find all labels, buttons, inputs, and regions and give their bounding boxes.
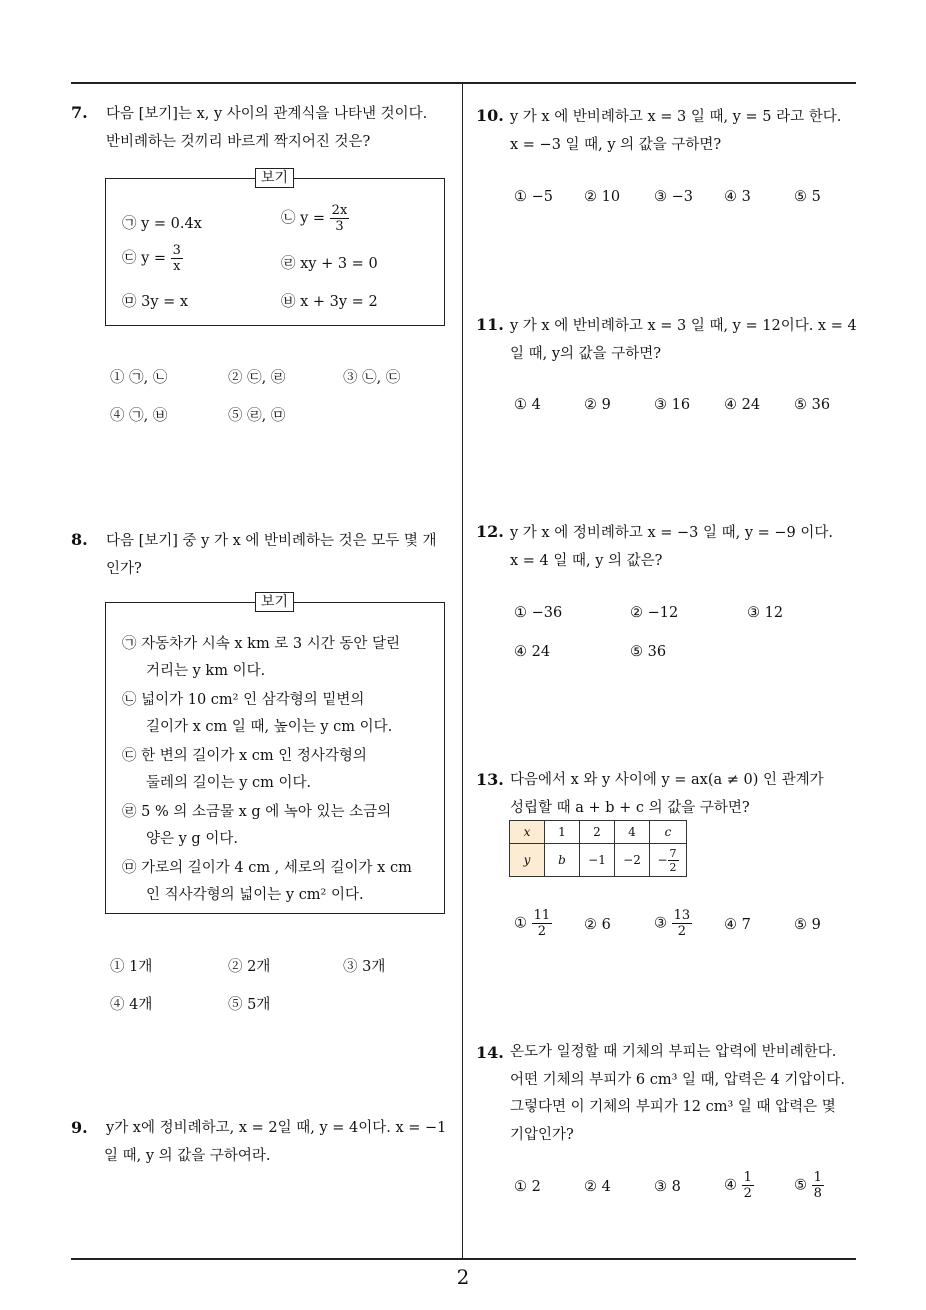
answer-choice[interactable]: ③ $\frac{13}{2}$ <box>654 908 691 939</box>
fraction: $\frac{13}{2}$ <box>673 908 691 939</box>
table-cell-fraction: − $\frac{7}{2}$ <box>650 844 687 877</box>
answer-choice[interactable]: ③ 3개 <box>343 959 386 975</box>
column-divider <box>462 82 463 1258</box>
box-item: ㉢ 한 변의 길이가 x cm 인 정사각형의 둘레의 길이는 y cm 이다. <box>122 748 367 791</box>
box-title: 보기 <box>255 592 294 612</box>
box-item: ㉠ y = 0.4x <box>122 216 202 232</box>
question-text: y가 x에 정비례하고, x = 2일 때, y = 4이다. x = −1 일 때, y 의 값을 구하여라. <box>104 1120 447 1164</box>
answer-choice[interactable]: ① −36 <box>514 605 563 621</box>
answer-choice[interactable]: ③ ㉡, ㉢ <box>343 370 401 386</box>
answer-choice[interactable]: ② 10 <box>584 189 621 205</box>
question-number: 10. <box>476 106 504 125</box>
fraction: $\frac{2x}{3}$ <box>331 203 348 234</box>
answer-choice[interactable]: ② 2개 <box>228 959 271 975</box>
fraction: $\frac{1}{2}$ <box>743 1170 752 1201</box>
box-item: ㉤ 3y = x <box>122 294 189 310</box>
question-text: 다음 [보기] 중 y 가 x 에 반비례하는 것은 모두 몇 개 인가? <box>106 533 437 577</box>
answer-choice[interactable]: ⑤ $\frac{1}{8}$ <box>794 1170 822 1201</box>
answer-choice[interactable]: ② 4 <box>584 1179 611 1195</box>
answer-choice[interactable]: ⑤ 5 <box>794 189 821 205</box>
example-box <box>105 170 445 326</box>
box-title: 보기 <box>255 168 294 188</box>
box-item: ㉣ xy + 3 = 0 <box>281 256 378 272</box>
question-text: 다음 [보기]는 x, y 사이의 관계식을 나타낸 것이다. 반비례하는 것끼리 바르게 짝지어진 것은? <box>106 106 428 150</box>
answer-choice[interactable]: ① −5 <box>514 189 553 205</box>
answer-choice[interactable]: ⑤ 36 <box>630 644 667 660</box>
box-item: ㉡ 넓이가 10 cm² 인 삼각형의 밑변의 길이가 x cm 일 때, 높이는 y cm 이다. <box>122 692 393 735</box>
answer-choice[interactable]: ④ $\frac{1}{2}$ <box>724 1170 752 1201</box>
table-row: x 1 2 4 c <box>510 821 687 844</box>
answer-choice[interactable]: ② 9 <box>584 397 611 413</box>
fraction: $\frac{3}{x}$ <box>172 243 181 274</box>
box-item: ㉠ 자동차가 시속 x km 로 3 시간 동안 달린 거리는 y km 이다. <box>122 636 401 679</box>
fraction: $\frac{1}{8}$ <box>813 1170 822 1201</box>
answer-choice[interactable]: ① 1개 <box>110 959 153 975</box>
question-text: 온도가 일정할 때 기체의 부피는 압력에 반비례한다. 어떤 기체의 부피가 6 cm³ 일 때, 압력은 4 기압이다. 그렇다면 이 기체의 부피가 12 cm³ 일 때 압력은 몇 기압인가? <box>510 1044 845 1143</box>
answer-choice[interactable]: ④ 24 <box>514 644 551 660</box>
question-number: 11. <box>476 315 504 334</box>
value-table <box>509 820 687 877</box>
question-text: y 가 x 에 반비례하고 x = 3 일 때, y = 5 라고 한다. x = −3 일 때, y 의 값을 구하면? <box>510 109 842 153</box>
answer-choice[interactable]: ③ −3 <box>654 189 693 205</box>
question-text: 다음에서 x 와 y 사이에 y = ax(a ≠ 0) 인 관계가 성립할 때 a + b + c 의 값을 구하면? <box>510 772 824 816</box>
fraction: $\frac{7}{2}$ <box>669 846 677 874</box>
answer-choice[interactable]: ④ 7 <box>724 917 751 933</box>
question-number: 13. <box>476 770 504 789</box>
question-number: 9. <box>71 1118 88 1137</box>
answer-choice[interactable]: ① ㉠, ㉡ <box>110 370 168 386</box>
question-text: y 가 x 에 정비례하고 x = −3 일 때, y = −9 이다. x = 4 일 때, y 의 값은? <box>510 525 833 569</box>
answer-choice[interactable]: ① 4 <box>514 397 541 413</box>
answer-choice[interactable]: ④ ㉠, ㉥ <box>110 408 168 424</box>
top-rule <box>71 82 856 84</box>
answer-choice[interactable]: ① $\frac{11}{2}$ <box>514 908 551 939</box>
answer-choice[interactable]: ④ 24 <box>724 397 761 413</box>
answer-choice[interactable]: ③ 16 <box>654 397 691 413</box>
answer-choice[interactable]: ① 2 <box>514 1179 541 1195</box>
answer-choice[interactable]: ⑤ ㉣, ㉤ <box>228 408 286 424</box>
answer-choice[interactable]: ② −12 <box>630 605 679 621</box>
question-number: 14. <box>476 1043 504 1062</box>
answer-choice[interactable]: ⑤ 5개 <box>228 997 271 1013</box>
box-item: ㉢ y = $\frac{3}{x}$ <box>122 243 181 274</box>
bottom-rule <box>71 1258 856 1260</box>
answer-choice[interactable]: ② 6 <box>584 917 611 933</box>
box-item: ㉤ 가로의 길이가 4 cm , 세로의 길이가 x cm 인 직사각형의 넓이는 y cm² 이다. <box>122 860 412 903</box>
answer-choice[interactable]: ② ㉢, ㉣ <box>228 370 286 386</box>
box-item: ㉣ 5 % 의 소금물 x g 에 녹아 있는 소금의 양은 y g 이다. <box>122 804 392 847</box>
question-number: 8. <box>71 530 88 549</box>
question-text: y 가 x 에 반비례하고 x = 3 일 때, y = 12이다. x = 4 일 때, y의 값을 구하면? <box>510 318 857 362</box>
answer-choice[interactable]: ③ 8 <box>654 1179 681 1195</box>
question-number: 7. <box>71 103 88 122</box>
table-row: y b −1 −2 − $\frac{7}{2}$ <box>510 844 687 877</box>
box-item: ㉡ y = $\frac{2x}{3}$ <box>281 203 348 234</box>
question-number: 12. <box>476 522 504 541</box>
answer-choice[interactable]: ④ 3 <box>724 189 751 205</box>
page-number: 2 <box>456 1265 470 1289</box>
answer-choice[interactable]: ③ 12 <box>747 605 784 621</box>
answer-choice[interactable]: ⑤ 9 <box>794 917 821 933</box>
example-box <box>105 594 445 914</box>
fraction: $\frac{11}{2}$ <box>533 908 551 939</box>
answer-choice[interactable]: ⑤ 36 <box>794 397 831 413</box>
answer-choice[interactable]: ④ 4개 <box>110 997 153 1013</box>
box-item: ㉥ x + 3y = 2 <box>281 294 378 310</box>
